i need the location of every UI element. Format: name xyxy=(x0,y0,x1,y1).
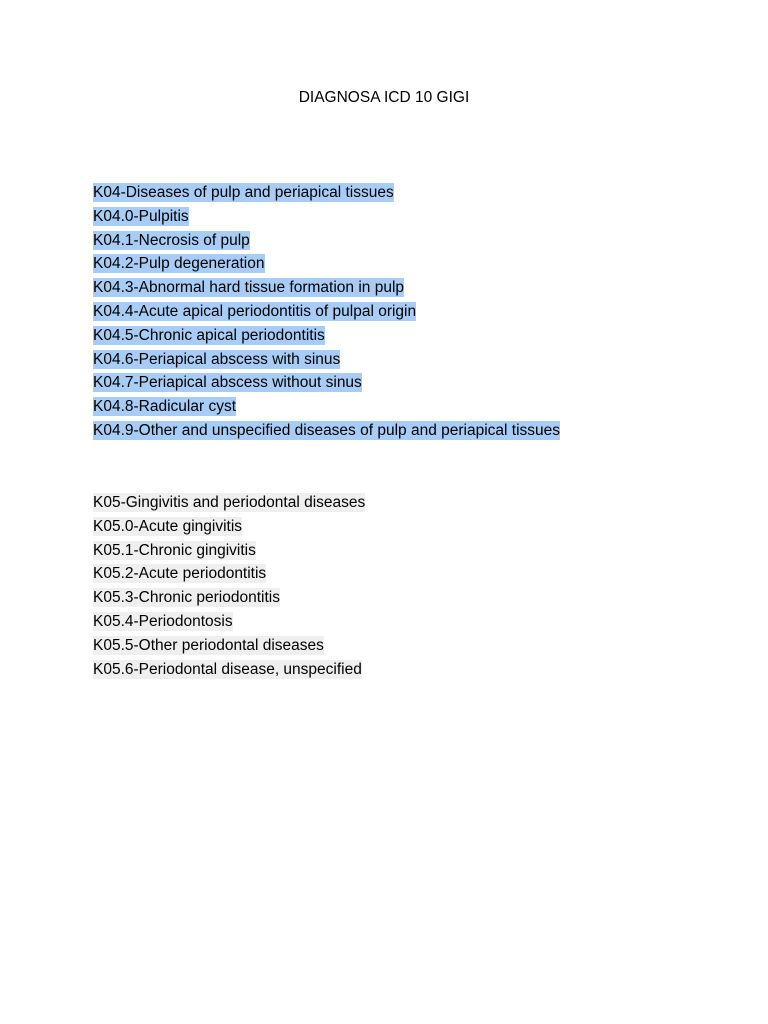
entry-text: K04.5-Chronic apical periodontitis xyxy=(93,326,325,344)
entry-text: K04.4-Acute apical periodontitis of pulpal origin xyxy=(93,302,417,320)
entry-text: K04.2-Pulp degeneration xyxy=(93,255,265,273)
list-item xyxy=(93,539,365,563)
list-item xyxy=(93,324,560,348)
entry-text: K04.1-Necrosis of pulp xyxy=(93,231,250,249)
section-k04-list xyxy=(93,181,560,443)
list-item xyxy=(93,658,365,682)
entry-text: K04.9-Other and unspecified diseases of pulp and periapical tissues xyxy=(93,421,561,439)
list-item xyxy=(93,562,365,586)
entry-text: K05.2-Acute periodontitis xyxy=(93,565,267,583)
section-k05-list xyxy=(93,491,365,681)
list-item xyxy=(93,515,365,539)
list-item xyxy=(93,181,560,205)
document-title: DIAGNOSA ICD 10 GIGI xyxy=(298,89,470,106)
entry-text: K05.3-Chronic periodontitis xyxy=(93,589,280,607)
list-item xyxy=(93,348,560,372)
entry-text: K05.6-Periodontal disease, unspecified xyxy=(93,660,362,678)
entry-text: K05.4-Periodontosis xyxy=(93,612,233,630)
entry-text: K05.1-Chronic gingivitis xyxy=(93,541,256,559)
list-item xyxy=(93,491,365,515)
entry-text: K04-Diseases of pulp and periapical tissues xyxy=(93,184,394,201)
list-item xyxy=(93,371,560,395)
entry-text: K04.7-Periapical abscess without sinus xyxy=(93,374,362,392)
list-item xyxy=(93,419,560,443)
entry-text: K05.5-Other periodontal diseases xyxy=(93,636,324,654)
list-item xyxy=(93,586,365,610)
list-item xyxy=(93,276,560,300)
entry-text: K04.8-Radicular cyst xyxy=(93,398,237,416)
entry-text: K04.0-Pulpitis xyxy=(93,207,189,225)
entry-text: K05-Gingivitis and periodontal diseases xyxy=(93,494,366,511)
list-item xyxy=(93,252,560,276)
list-item xyxy=(93,205,560,229)
entry-text: K05.0-Acute gingivitis xyxy=(93,517,243,535)
list-item xyxy=(93,229,560,253)
entry-text: K04.3-Abnormal hard tissue formation in pulp xyxy=(93,279,405,297)
list-item xyxy=(93,395,560,419)
list-item xyxy=(93,610,365,634)
entry-text: K04.6-Periapical abscess with sinus xyxy=(93,350,341,368)
list-item xyxy=(93,300,560,324)
list-item xyxy=(93,634,365,658)
